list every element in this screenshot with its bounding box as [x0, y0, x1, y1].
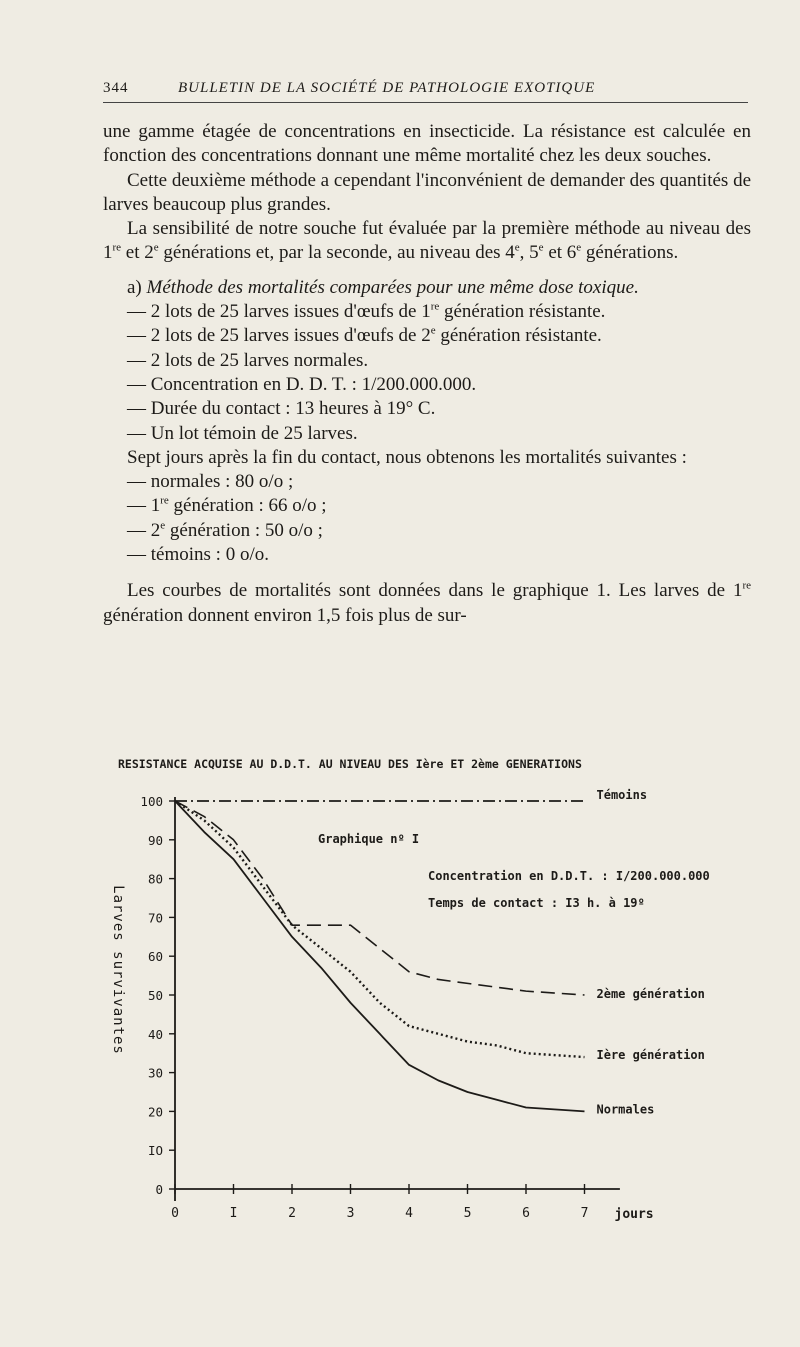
list-item: — Un lot témoin de 25 larves. [127, 422, 358, 444]
series-label: 2ème génération [596, 987, 705, 1001]
journal-title: BULLETIN DE LA SOCIÉTÉ DE PATHOLOGIE EXOTIQUE [178, 80, 596, 96]
y-tick-label: 100 [140, 794, 163, 809]
chart-svg [0, 740, 800, 1280]
paragraph-4: Sept jours après la fin du contact, nous obtenons les mortalités suivantes : [127, 446, 687, 468]
x-tick-label: 7 [580, 1206, 589, 1221]
chart-title: RESISTANCE ACQUISE AU D.D.T. AU NIVEAU DES Ière ET 2ème GENERATIONS [118, 757, 582, 771]
list-item: — 1re génération : 66 o/o ; [127, 495, 327, 517]
chart-subtitle: Graphique nº I [318, 832, 420, 846]
paragraph-5: Les courbes de mortalités sont données dans le graphique 1. Les larves de 1re génération donnent environ 1,5 fois plus de sur- [103, 580, 751, 626]
running-header [103, 78, 748, 103]
y-tick-label: 20 [147, 1104, 163, 1120]
x-tick-label: 5 [463, 1206, 472, 1221]
paragraph-3: La sensibilité de notre souche fut évaluée par la première méthode au niveau des 1re et 2e générations et, par la seconde, au niveau des 4e, 5e et 6e générations. [103, 218, 751, 264]
list-item: — Durée du contact : 13 heures à 19° C. [127, 398, 436, 420]
x-tick-label: 6 [522, 1206, 530, 1221]
list-item: — 2e génération : 50 o/o ; [127, 519, 323, 541]
y-tick-label: 0 [155, 1182, 163, 1197]
y-tick-label: 50 [147, 988, 163, 1003]
y-tick-label: 40 [147, 1026, 163, 1042]
series-line-4 [175, 801, 585, 1111]
series-label: Ière génération [596, 1048, 705, 1063]
list-item: — 2 lots de 25 larves normales. [127, 349, 369, 371]
y-tick-label: 90 [147, 832, 163, 848]
y-axis-label: Larves survivantes [110, 885, 126, 1055]
section-heading-a: a) Méthode des mortalités comparées pour une même dose toxique. [127, 276, 639, 298]
y-tick-label: 80 [147, 871, 163, 887]
paragraph-2: Cette deuxième méthode a cependant l'inconvénient de demander des quantités de larves beaucoup plus grandes. [103, 169, 751, 215]
list-item: — témoins : 0 o/o. [127, 544, 269, 566]
list-item: — 2 lots de 25 larves issues d'œufs de 1re génération résistante. [127, 300, 606, 323]
x-tick-label: 4 [405, 1206, 413, 1221]
x-tick-label: 0 [171, 1206, 179, 1221]
series-label: Normales [596, 1102, 655, 1117]
x-tick-label: 3 [346, 1206, 355, 1221]
list-item: — 2 lots de 25 larves issues d'œufs de 2e génération résistante. [127, 325, 602, 347]
x-tick-label: I [229, 1206, 238, 1221]
mortality-chart [0, 740, 800, 1280]
series-label: Témoins [596, 788, 648, 802]
chart-annotation: Concentration en D.D.T. : I/200.000.000 [428, 869, 710, 883]
chart-annotation: Temps de contact : I3 h. à 19º [428, 896, 645, 910]
article-body [103, 120, 751, 628]
x-tick-label: 2 [288, 1206, 296, 1221]
y-tick-label: IO [147, 1143, 163, 1159]
y-tick-label: 60 [147, 949, 163, 965]
list-item: — normales : 80 o/o ; [127, 471, 294, 493]
list-item: — Concentration en D. D. T. : 1/200.000.000. [127, 373, 477, 395]
y-tick-label: 30 [147, 1065, 163, 1081]
paragraph-1: une gamme étagée de concentrations en insecticide. La résistance est calculée en fonction des concentrations donnant une même mortalité chez les deux souches. [103, 121, 751, 167]
page-number: 344 [103, 80, 129, 96]
x-axis-label: jours [614, 1207, 654, 1222]
y-tick-label: 70 [147, 910, 163, 926]
